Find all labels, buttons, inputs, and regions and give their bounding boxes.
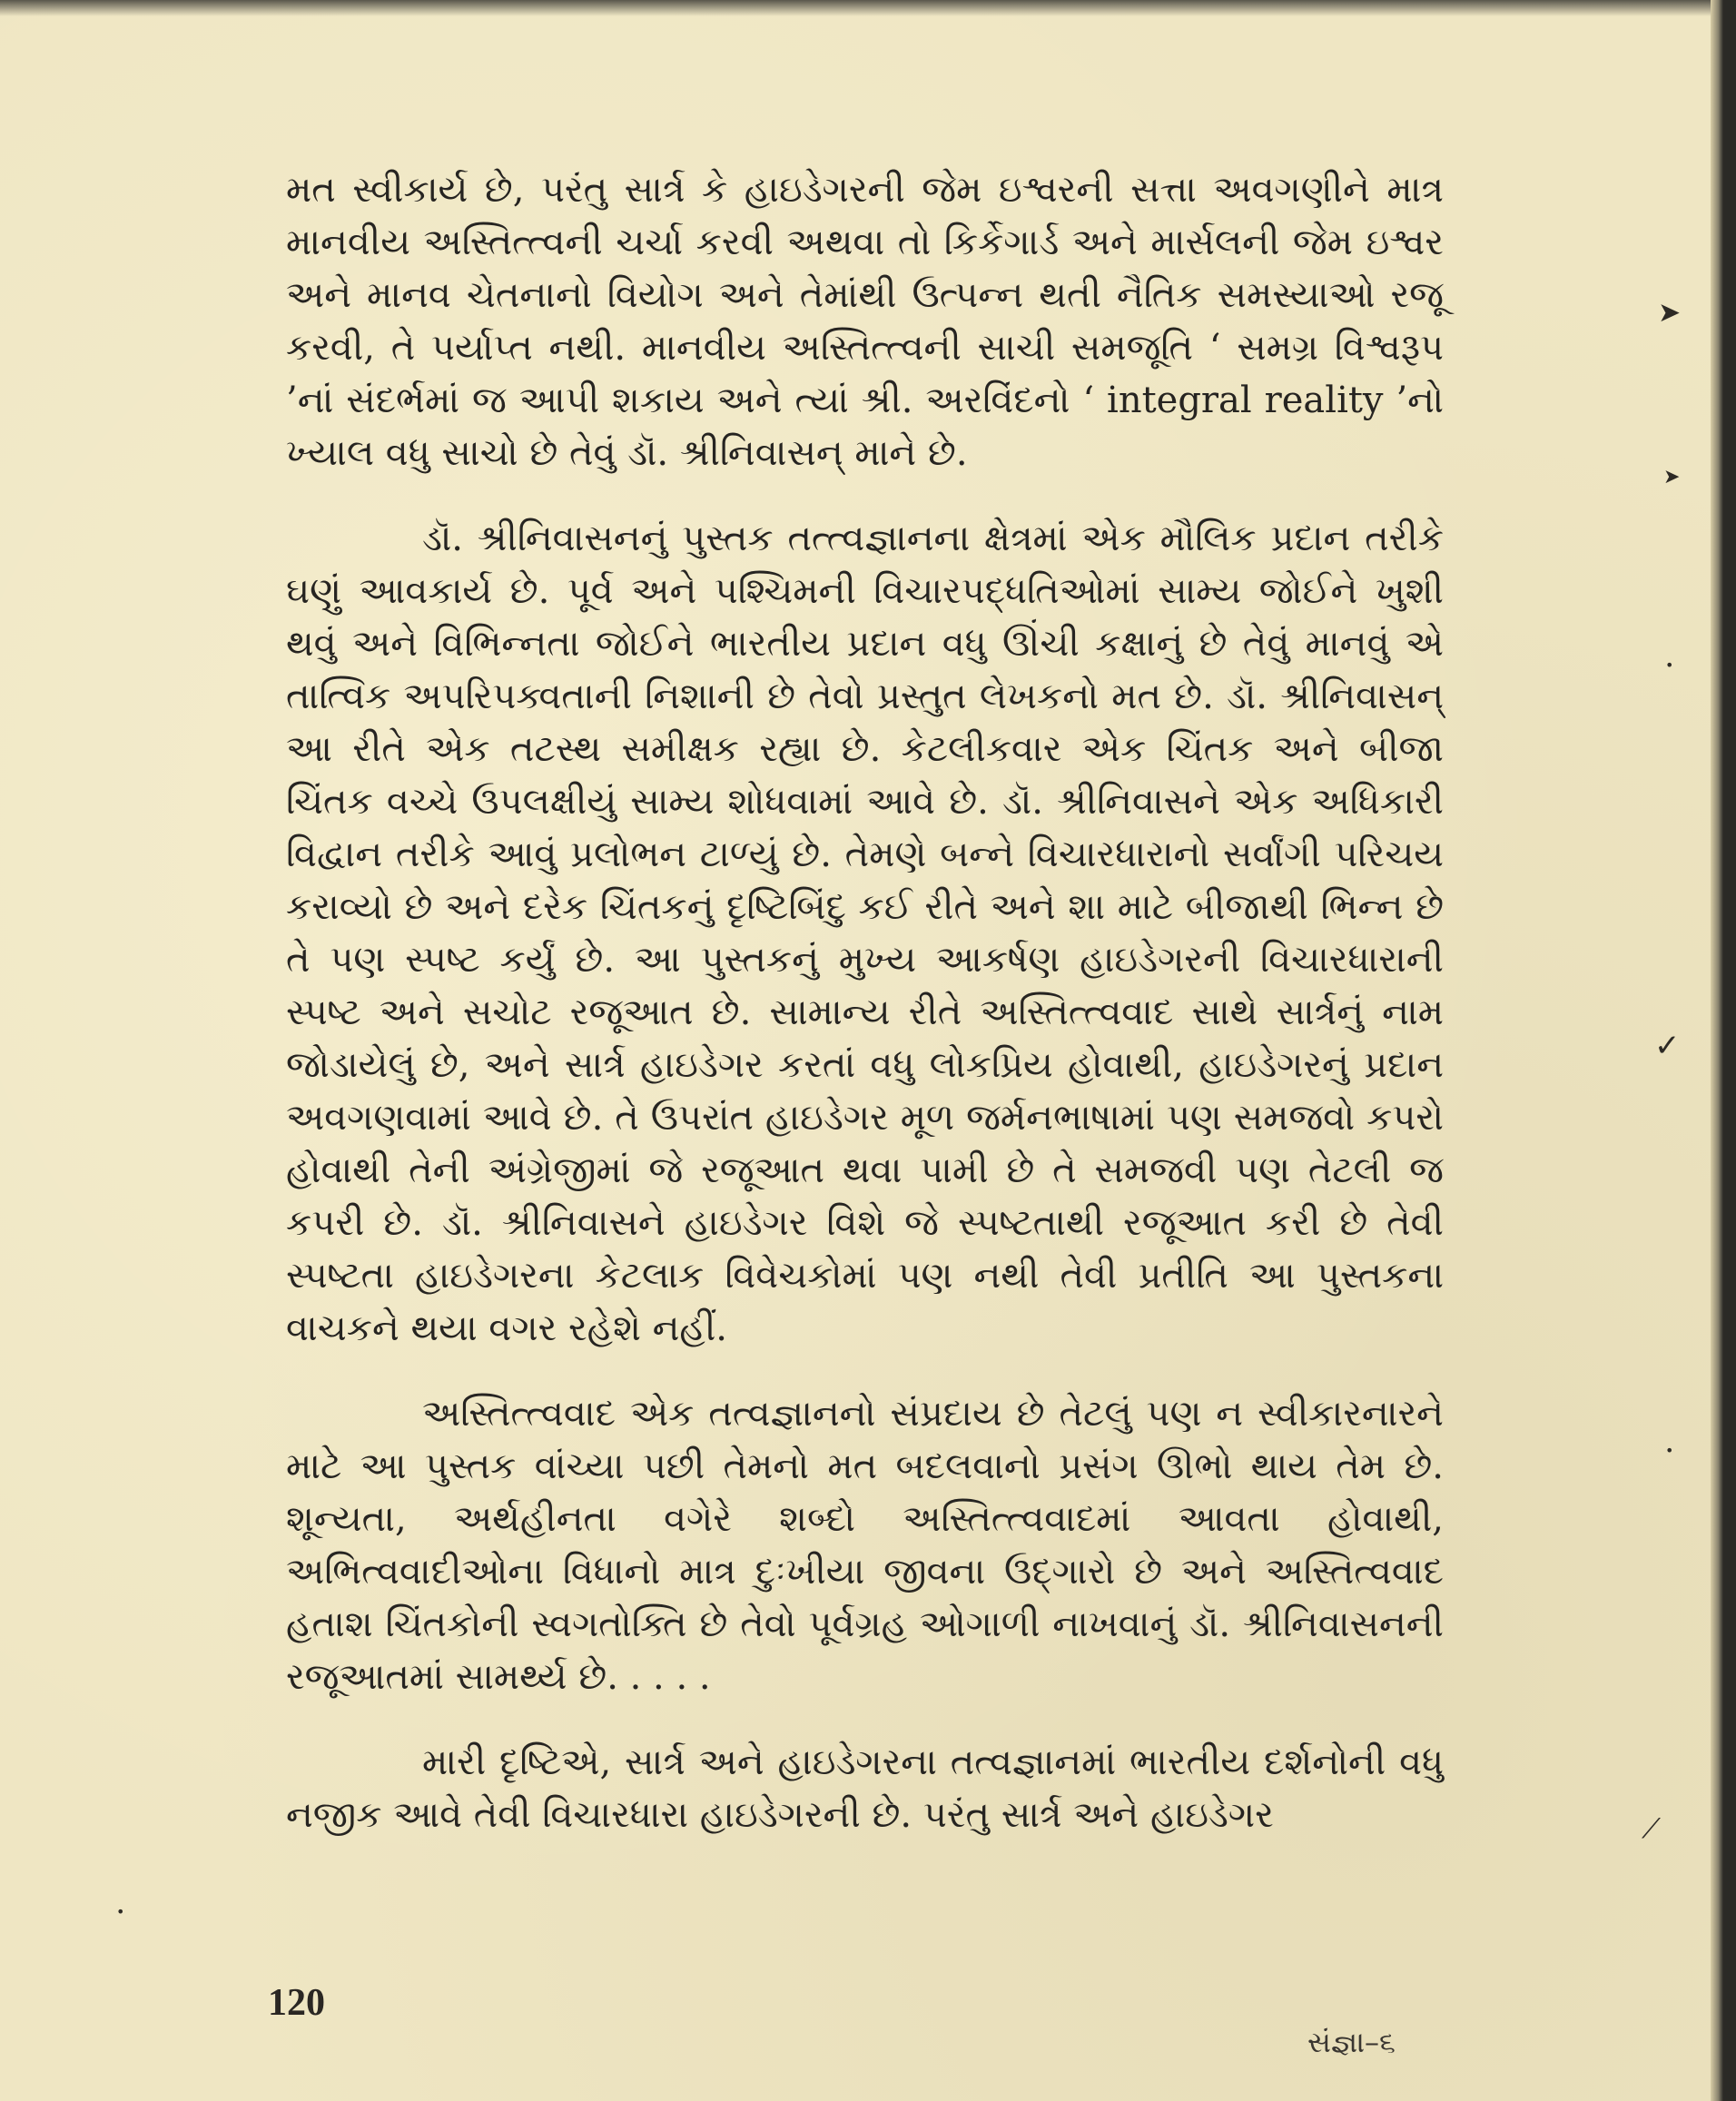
margin-dot-mark: • [1665,1442,1674,1459]
margin-tick-mark: ✓ [1654,1028,1681,1064]
margin-arrow-mark: ➤ [1658,297,1682,329]
margin-tick-mark: ⟋ [1642,1813,1661,1845]
margin-dot-mark: • [116,1903,125,1920]
page-number: 120 [268,1982,325,2024]
scan-top-shadow [0,0,1723,16]
signature-mark: સંજ્ઞા–૬ [1307,2025,1396,2059]
paragraph-continuation: મત સ્વીકાર્ય છે, પરંતુ સાર્ત્ર કે હાઇડેગરની જેમ ઇશ્વરની સત્તા અવગણીને માત્ર માનવીય અસ્તિત્ત્વની ચર્ચા કરવી અથવા તો કિર્કેગાર્ડ અને માર્સલની જેમ ઇશ્વર અને માનવ ચેતનાનો વિયોગ અને તેમાંથી ઉત્પન્ન થતી નૈતિક સમસ્યાઓ રજૂ કરવી, તે પર્યાપ્ત નથી. માનવીય અસ્તિત્ત્વની સાચી સમજૂતિ ‘ સમગ્ર વિશ્વરૂપ ’નાં સંદર્ભમાં જ આપી શકાય અને ત્યાં શ્રી. અરવિંદનો ‘ integral reality ’નો ખ્યાલ વધુ સાચો છે તેવું ડૉ. શ્રીનિવાસન્ માને છે. [286,169,1444,474]
body-text [286,163,1444,1874]
paragraph-conclusion: મારી દૃષ્ટિએ, સાર્ત્ર અને હાઇડેગરના તત્વજ્ઞાનમાં ભારતીય દર્શનોની વધુ નજીક આવે તેવી વિચારધારા હાઇડેગરની છે. પરંતુ સાર્ત્ર અને હાઇડેગર [286,1741,1444,1836]
margin-dot-mark: • [1665,656,1674,674]
paragraph-review: ડૉ. શ્રીનિવાસનનું પુસ્તક તત્ત્વજ્ઞાનના ક્ષેત્રમાં એક મૌલિક પ્રદાન તરીકે ઘણું આવકાર્ય છે. પૂર્વ અને પશ્ચિમની વિચારપદ્ધતિઓમાં સામ્ય જોઈને ખુશી થવું અને વિભિન્નતા જોઈને ભારતીય પ્રદાન વધુ ઊંચી કક્ષાનું છે તેવું માનવું એ તાત્વિક અપરિપક્વતાની નિશાની છે તેવો પ્રસ્તુત લેખકનો મત છે. ડૉ. શ્રીનિવાસન્ આ રીતે એક તટસ્થ સમીક્ષક રહ્યા છે. કેટલીકવાર એક ચિંતક અને બીજા ચિંતક વચ્ચે ઉપલક્ષીયું સામ્ય શોધવામાં આવે છે. ડૉ. શ્રીનિવાસને એક અધિકારી વિદ્વાન તરીકે આવું પ્રલોભન ટાળ્યું છે. તેમણે બન્ને વિચારધારાનો સર્વાંગી પરિચય કરાવ્યો છે અને દરેક ચિંતકનું દૃષ્ટિબિંદુ કઈ રીતે અને શા માટે બીજાથી ભિન્ન છે તે પણ સ્પષ્ટ કર્યું છે. આ પુસ્તકનું મુખ્ય આકર્ષણ હાઇડેગરની વિચારધારાની સ્પષ્ટ અને સચોટ રજૂઆત છે. સામાન્ય રીતે અસ્તિત્ત્વવાદ સાથે સાર્ત્રનું નામ જોડાયેલું છે, અને સાર્ત્ર હાઇડેગર કરતાં વધુ લોકપ્રિય હોવાથી, હાઇડેગરનું પ્રદાન અવગણવામાં આવે છે. તે ઉપરાંત હાઇડેગર મૂળ જર્મનભાષામાં પણ સમજવો કપરો હોવાથી તેની અંગ્રેજીમાં જે રજૂઆત થવા પામી છે તે સમજવી પણ તેટલી જ કપરી છે. ડૉ. શ્રીનિવાસને હાઇડેગર વિશે જે સ્પષ્ટતાથી રજૂઆત કરી છે તેવી સ્પષ્ટતા હાઇડેગરના કેટલાક વિવેચકોમાં પણ નથી તેવી પ્રતીતિ આ પુસ્તકના વાચકને થયા વગર રહેશે નહીં. [286,518,1444,1349]
margin-arrow-mark: ➤ [1663,466,1681,488]
paragraph-existentialism: અસ્તિત્ત્વવાદ એક તત્વજ્ઞાનનો સંપ્રદાય છે તેટલું પણ ન સ્વીકારનારને માટે આ પુસ્તક વાંચ્યા પછી તેમનો મત બદલવાનો પ્રસંગ ઊભો થાય તેમ છે. શૂન્યતા, અર્થહીનતા વગેરે શબ્દો અસ્તિત્ત્વવાદમાં આવતા હોવાથી, અભિત્વવાદીઓના વિધાનો માત્ર દુઃખીયા જીવના ઉદ્‌ગારો છે અને અસ્તિત્વવાદ હતાશ ચિંતકોની સ્વગતોક્તિ છે તેવો પૂર્વગ્રહ ઓગાળી નાખવાનું ડૉ. શ્રીનિવાસનની રજૂઆતમાં સામર્થ્ય છે. . . . . [286,1393,1444,1698]
page-right-edge [1711,0,1723,2101]
